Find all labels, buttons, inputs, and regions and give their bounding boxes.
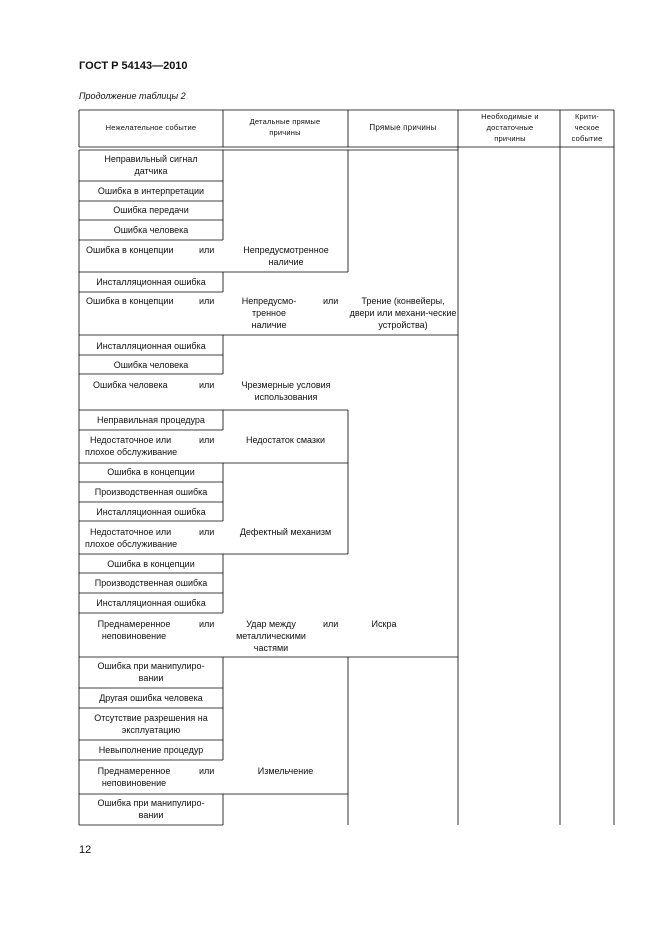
event-cell: Недостаточное или xyxy=(90,435,172,445)
event-cell: Невыполнение процедур xyxy=(98,745,204,755)
page-number: 12 xyxy=(79,844,92,856)
event-cell: Неправильная процедура xyxy=(97,415,205,425)
event-cell: Ошибка в концепции xyxy=(107,467,195,477)
column-header-necessary-sufficient-causes: Необходимые и достаточные причины xyxy=(481,112,539,143)
event-cell: Инсталляционная ошибка xyxy=(96,341,206,351)
event-cell: Ошибка при манипулиро-вании xyxy=(97,798,205,820)
event-cell: Преднамеренное неповиновение xyxy=(97,766,171,788)
event-cell: плохое обслуживание xyxy=(85,447,178,457)
or-connector: или xyxy=(199,527,215,537)
event-cell: Ошибка человека xyxy=(113,360,189,370)
column-header-detailed-direct-causes: Детальные прямые причины xyxy=(249,117,321,137)
detailed-cause-cell: Непредусмо-тренное наличие xyxy=(241,296,297,330)
event-cell: Инсталляционная ошибка xyxy=(96,277,206,287)
event-cell: Ошибка в концепции xyxy=(86,296,174,306)
column-header-undesired-event: Нежелательное событие xyxy=(105,123,197,132)
or-connector: или xyxy=(199,245,215,255)
detailed-cause-cell: Измельчение xyxy=(257,766,314,776)
or-connector: или xyxy=(199,619,215,629)
event-cell: Инсталляционная ошибка xyxy=(96,507,206,517)
or-connector: или xyxy=(199,766,215,776)
or-connector: или xyxy=(199,296,215,306)
detailed-cause-cell: Непредусмотренное наличие xyxy=(243,245,329,267)
event-cell: Производственная ошибка xyxy=(94,487,208,497)
document-title: ГОСТ Р 54143—2010 xyxy=(79,60,188,72)
event-cell: Отсутствие разрешения на эксплуатацию xyxy=(94,713,208,735)
or-connector: или xyxy=(323,619,339,629)
column-header-direct-causes: Прямые причины xyxy=(369,123,437,132)
event-cell: Ошибка человека xyxy=(113,225,189,235)
event-cell: плохое обслуживание xyxy=(85,539,178,549)
table-caption: Продолжение таблицы 2 xyxy=(79,91,186,101)
detailed-cause-cell: Недостаток смазки xyxy=(245,435,326,445)
event-cell: Неправильный сигнал датчика xyxy=(104,154,198,176)
event-cell: Ошибка в концепции xyxy=(86,245,174,255)
direct-cause-cell: Трение (конвейеры, двери или механи-ческие устройства) xyxy=(349,296,457,330)
event-cell: Ошибка при манипулиро-вании xyxy=(97,661,205,683)
event-cell: Производственная ошибка xyxy=(94,578,208,588)
or-connector: или xyxy=(199,435,215,445)
event-cell: Ошибка в интерпретации xyxy=(97,186,205,196)
detailed-cause-cell: Удар между металлическими частями xyxy=(236,619,306,653)
detailed-cause-cell: Чрезмерные условия использования xyxy=(241,380,331,402)
event-cell: Ошибка в концепции xyxy=(107,559,195,569)
event-cell: Ошибка передачи xyxy=(113,205,189,215)
event-cell: Преднамеренное неповиновение xyxy=(97,619,171,641)
or-connector: или xyxy=(199,380,215,390)
event-cell: Ошибка человека xyxy=(93,380,168,390)
column-header-critical-event: Крити-ческое событие xyxy=(571,112,603,143)
or-connector: или xyxy=(323,296,339,306)
event-cell: Другая ошибка человека xyxy=(99,693,203,703)
direct-cause-cell: Искра xyxy=(371,619,397,629)
event-cell: Инсталляционная ошибка xyxy=(96,598,206,608)
event-cell: Недостаточное или xyxy=(90,527,172,537)
detailed-cause-cell: Дефектный механизм xyxy=(239,527,332,537)
